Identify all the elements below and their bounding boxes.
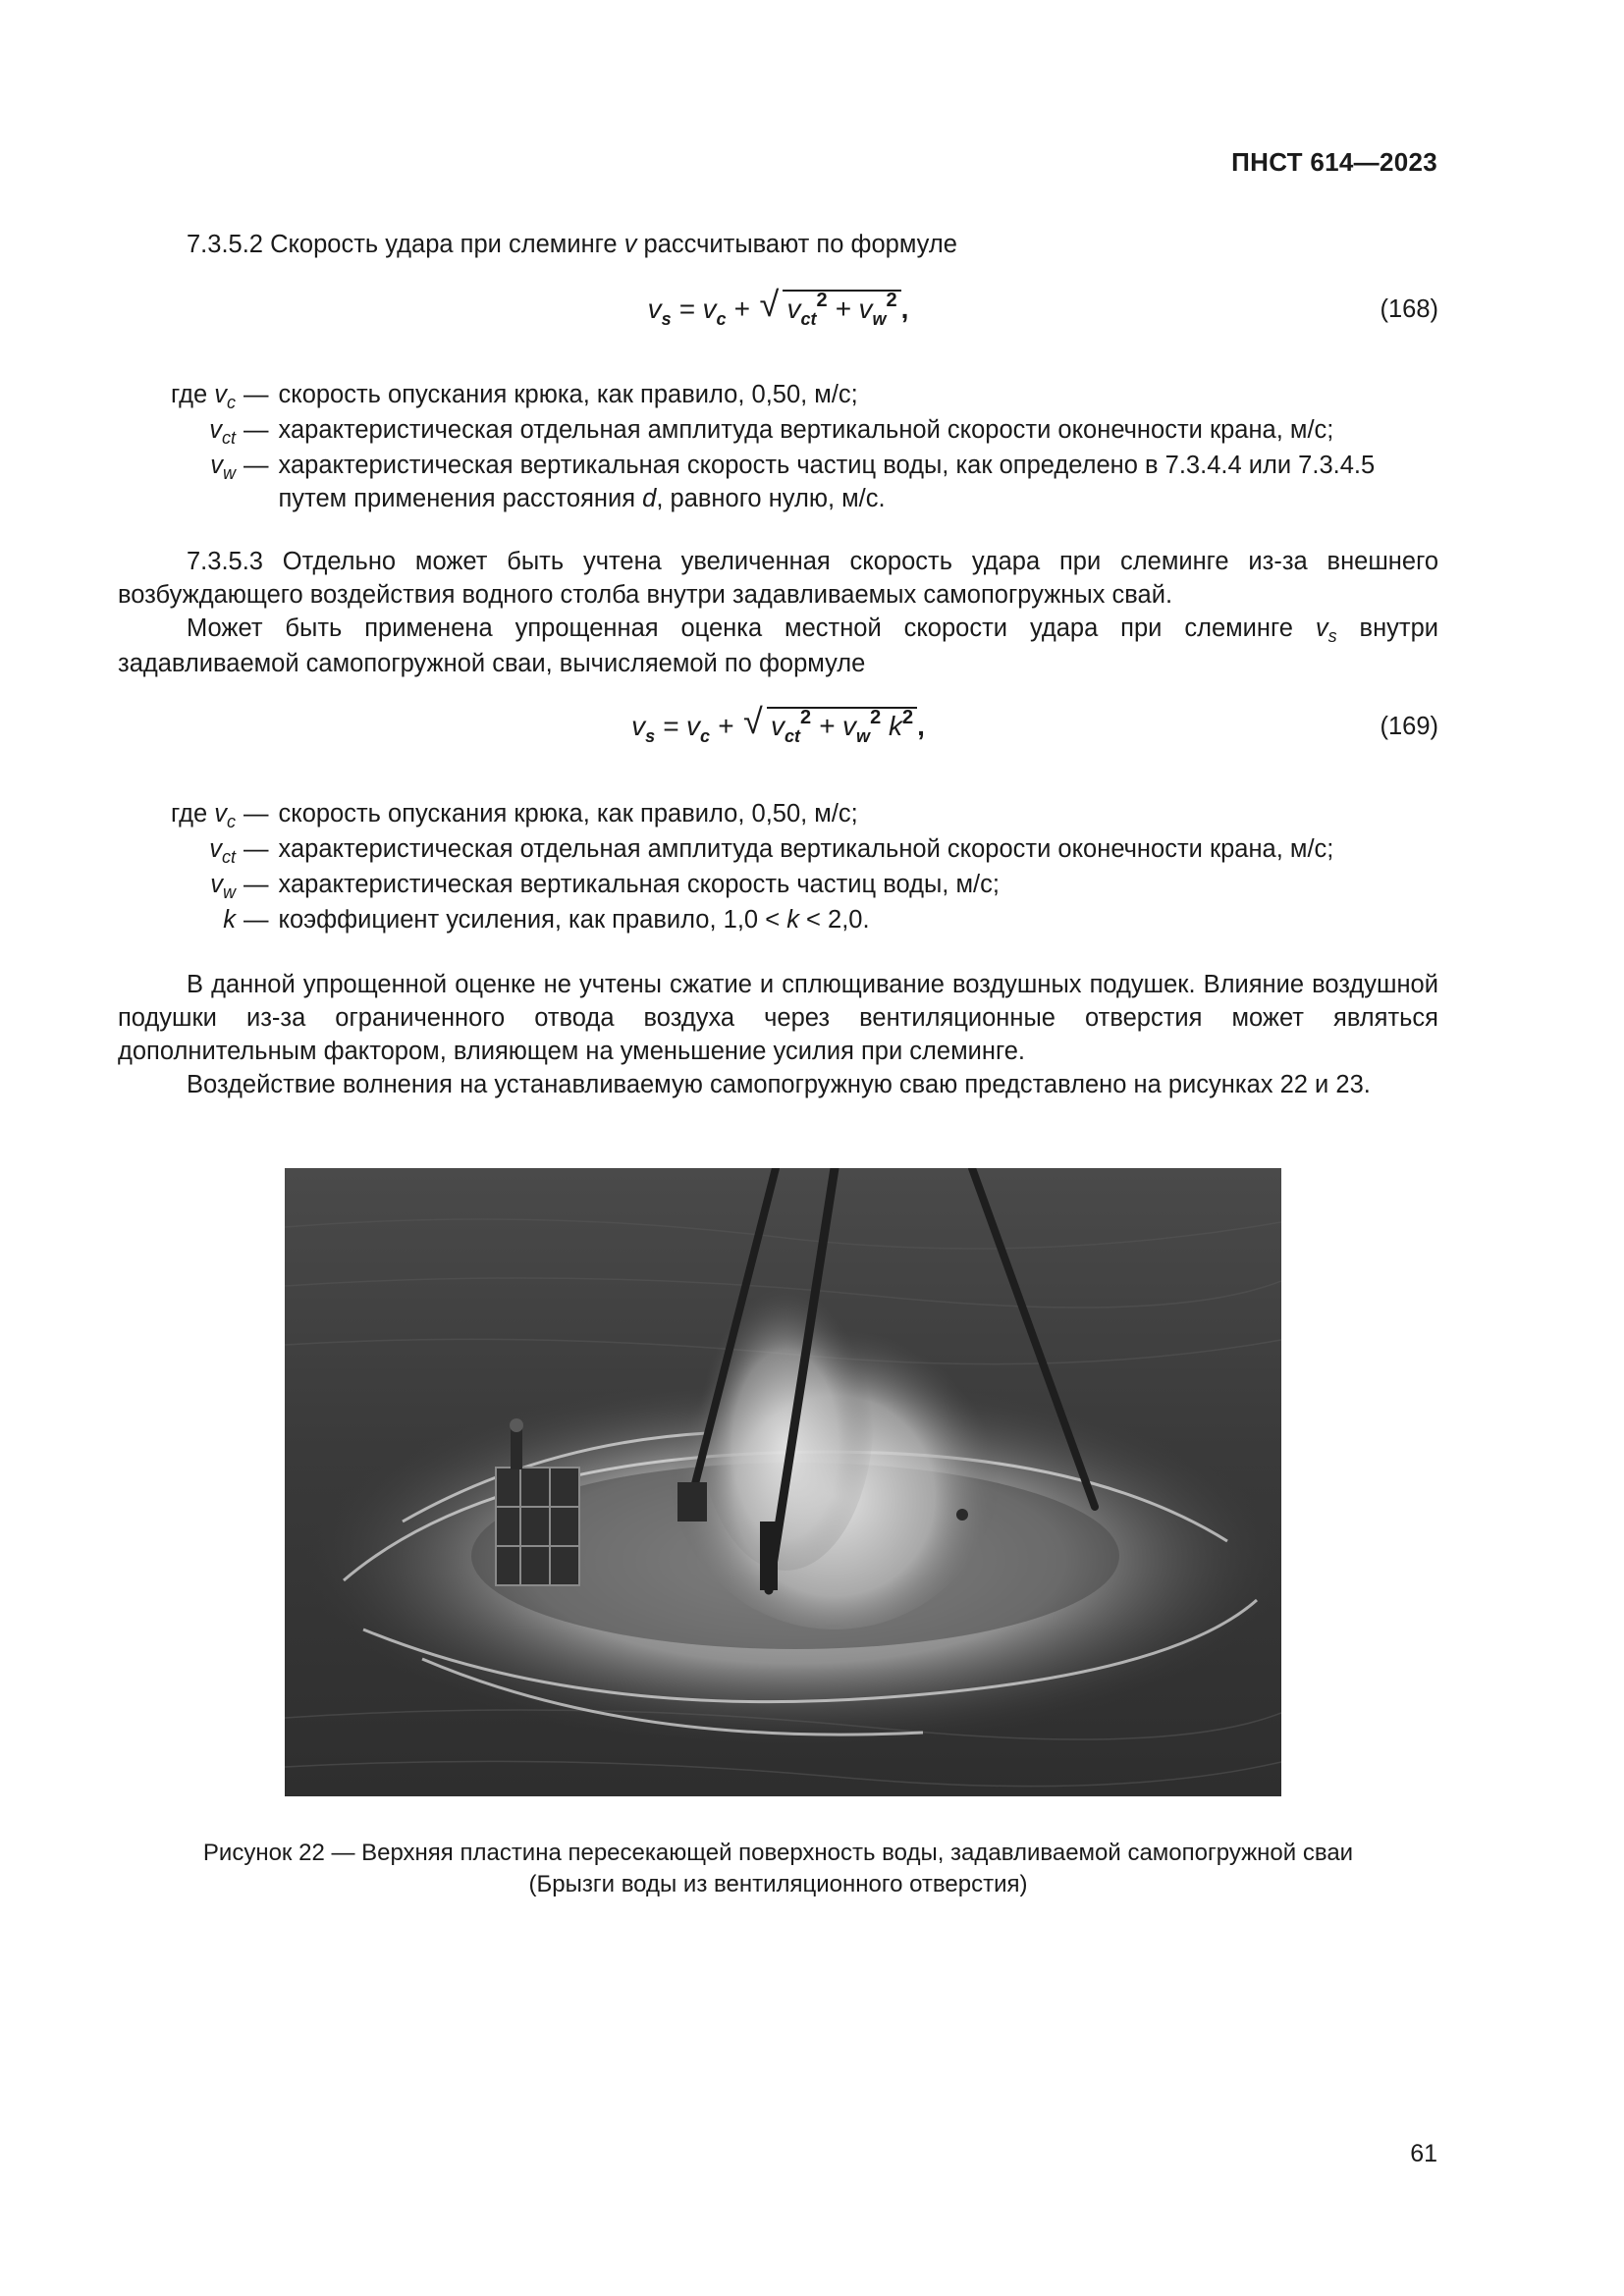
- where-block-169: [118, 797, 1438, 938]
- definition-row: $v_{ct}$ — характеристическая отдельная амплитуда вертикальной скорости оконечности крана, м/с;: [209, 835, 1334, 867]
- definition-row: где $v_c$ — скорость опускания крюка, как правило, 0,50, м/с;: [170, 800, 858, 831]
- formula-168: [118, 284, 1438, 348]
- formula-169-expression: $v_s = v_c$ + √ $v_{ct}^2 + v_w^2$ $k^2$ ,: [631, 701, 925, 746]
- definition-row: $v_{ct}$ — характеристическая отдельная амплитуда вертикальной скорости оконечности крана, м/с;: [209, 416, 1334, 448]
- notes-paragraphs: В данной упрощенной оценке не учтены сжатие и сплющивание воздушных подушек. Влияние воздушной подушки из-за ограниченного отвода воздуха через вентиляционные отверстия может являться дополнительным фактором, влияющем на уменьшение усилия при слеминге. Воздействие волнения на устанавливаемую самопогружную сваю представлено на рисунках 22 и 23.: [118, 971, 1438, 1098]
- definition-row: $v_w$ — характеристическая вертикальная скорость частиц воды, м/с;: [210, 871, 1000, 902]
- where-block-168: [118, 378, 1438, 515]
- sea-spray-photo: [285, 1168, 1281, 1796]
- formula-169: [118, 701, 1438, 766]
- document-id: ПНСТ 614—2023: [1231, 147, 1437, 177]
- definition-row: $v_w$ — характеристическая вертикальная скорость частиц воды, как определено в 7.3.4.4 или 7.3.4.5 путем применения расстояния d, равного нулю, м/с.: [210, 452, 1376, 512]
- definition-row: k — коэффициент усиления, как правило, 1,0 < k < 2,0.: [223, 906, 870, 934]
- figure-22-photo: [285, 1168, 1281, 1796]
- formula-169-number: (169): [1380, 713, 1438, 740]
- formula-168-expression: $v_s = v_c$ + √ $v_{ct}^2 + v_w^2$ ,: [647, 284, 909, 329]
- section-7352-intro: 7.3.5.2 Скорость удара при слеминге v рассчитывают по формуле: [187, 231, 957, 258]
- formula-168-number: (168): [1380, 295, 1438, 323]
- definition-row: где $v_c$ — скорость опускания крюка, как правило, 0,50, м/с;: [170, 381, 858, 412]
- page-number: 61: [1410, 2140, 1437, 2167]
- figure-22-caption: Рисунок 22 — Верхняя пластина пересекающей поверхность воды, задавливаемой самопогружной сваи (Брызги воды из вентиляционного отверстия): [202, 1840, 1354, 1897]
- section-7353: 7.3.5.3 Отдельно может быть учтена увеличенная скорость удара при слеминге из-за внешнего возбуждающего воздействия водного столба внутри задавливаемых самопогружных свай. Может быть применена упрощенная оценка местной скорости удара при слеминге $v_s$ внутри задавливаемой самопогружной сваи, вычисляемой по формуле: [118, 548, 1438, 677]
